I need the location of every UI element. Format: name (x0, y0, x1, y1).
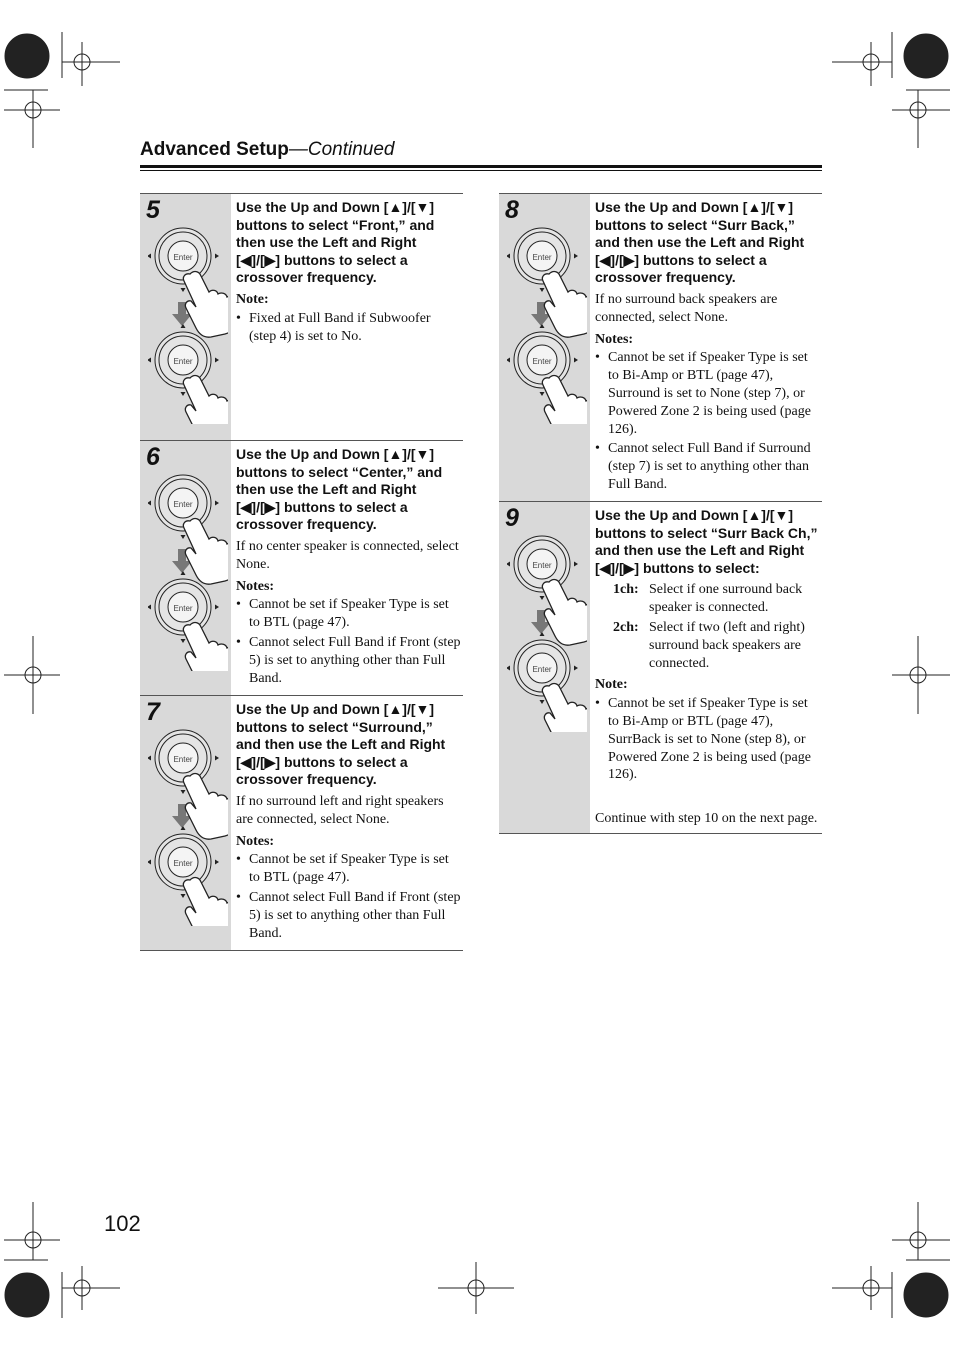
step-instruction: Use the Up and Down [▲]/[▼] buttons to select “Center,” and then use the Left and Right [◀]/[▶] buttons to select a crossover frequency. (236, 446, 443, 533)
notes-list (595, 695, 820, 784)
notes-list (236, 851, 461, 942)
notes-heading: Notes: (236, 833, 275, 849)
step-illustration (140, 441, 231, 695)
notes-heading: Note: (595, 677, 628, 693)
step-instruction: Use the Up and Down [▲]/[▼] buttons to select “Front,” and then use the Left and Right [◀]/[▶] buttons to select a crossover frequency. (236, 199, 435, 286)
notes-heading: Notes: (595, 331, 634, 347)
step-number: 5 (146, 196, 160, 224)
notes-list (236, 596, 461, 687)
step-illustration (140, 696, 231, 950)
step-description: If no center speaker is connected, select None. (236, 538, 459, 572)
option-key: 2ch: (613, 619, 639, 635)
step-instruction: Use the Up and Down [▲]/[▼] buttons to select “Surr Back,” and then use the Left and Right [◀]/[▶] buttons to select a crossover frequency. (595, 199, 805, 286)
note-item: • Cannot be set if Speaker Type is set to Bi-Amp or BTL (page 47), Surround is set to None (step 7), or Powered Zone 2 is being used (page 126). (595, 349, 820, 438)
step-6 (140, 440, 463, 695)
remote-enter-illustration (507, 224, 587, 424)
step-8 (499, 193, 822, 501)
option-key: 1ch: (613, 582, 639, 598)
note-item: • Cannot select Full Band if Front (step 5) is set to anything other than Full Band. (236, 634, 461, 687)
header-rule (140, 165, 822, 168)
option-1ch (613, 581, 820, 617)
enter-button-label: Enter (173, 500, 193, 509)
note-item: • Cannot be set if Speaker Type is set to BTL (page 47). (236, 596, 461, 632)
step-illustration (140, 194, 231, 440)
option-text: Select if two (left and right) surround back speakers are connected. (649, 619, 805, 671)
notes-list (595, 349, 820, 493)
option-text: Select if one surround back speaker is connected. (649, 582, 803, 616)
step-illustration (499, 502, 590, 833)
header-rule-thin (140, 170, 822, 171)
enter-button-label: Enter (173, 253, 193, 262)
step-description: If no surround back speakers are connected, select None. (595, 291, 778, 325)
step-number: 7 (146, 698, 160, 726)
notes-heading: Notes: (236, 578, 275, 594)
step-description: If no surround left and right speakers are connected, select None. (236, 793, 444, 827)
step-7 (140, 695, 463, 951)
enter-button-label: Enter (173, 357, 193, 366)
note-item: • Fixed at Full Band if Subwoofer (step 4) is set to No. (236, 310, 461, 346)
note-item: • Cannot select Full Band if Front (step 5) is set to anything other than Full Band. (236, 889, 461, 942)
notes-list (236, 310, 461, 346)
enter-button-label: Enter (173, 755, 193, 764)
enter-button-label: Enter (532, 561, 552, 570)
remote-enter-illustration (148, 726, 228, 926)
note-item: • Cannot be set if Speaker Type is set to Bi-Amp or BTL (page 47), SurrBack is set to None (step 8), or Powered Zone 2 is being used (page 126). (595, 695, 820, 784)
remote-enter-illustration (507, 532, 587, 732)
notes-heading: Note: (236, 291, 269, 307)
continue-text: Continue with step 10 on the next page. (595, 811, 818, 827)
step-5 (140, 193, 463, 440)
remote-enter-illustration (148, 471, 228, 671)
steps-right-column (499, 193, 822, 834)
step-instruction: Use the Up and Down [▲]/[▼] buttons to select “Surround,” and then use the Left and Right [◀]/[▶] buttons to select a crossover frequency. (236, 701, 446, 788)
remote-enter-illustration (148, 224, 228, 424)
step-illustration (499, 194, 590, 501)
step-number: 8 (505, 196, 519, 224)
step-number: 6 (146, 443, 160, 471)
page-header (140, 139, 822, 161)
step-number: 9 (505, 504, 519, 532)
option-2ch (613, 619, 820, 672)
continued-label: —Continued (288, 139, 395, 160)
note-item: • Cannot be set if Speaker Type is set to BTL (page 47). (236, 851, 461, 887)
enter-button-label: Enter (532, 665, 552, 674)
step-instruction: Use the Up and Down [▲]/[▼] buttons to select “Surr Back Ch,” and then use the Left and Right [◀]/[▶] buttons to select: (595, 507, 818, 576)
enter-button-label: Enter (173, 859, 193, 868)
steps-left-column (140, 193, 463, 951)
step-9 (499, 501, 822, 834)
enter-button-label: Enter (532, 357, 552, 366)
section-title: Advanced Setup (140, 139, 289, 160)
enter-button-label: Enter (173, 604, 193, 613)
enter-button-label: Enter (532, 253, 552, 262)
note-item: • Cannot select Full Band if Surround (step 7) is set to anything other than Full Band. (595, 440, 820, 493)
page-number: 102 (104, 1211, 141, 1236)
